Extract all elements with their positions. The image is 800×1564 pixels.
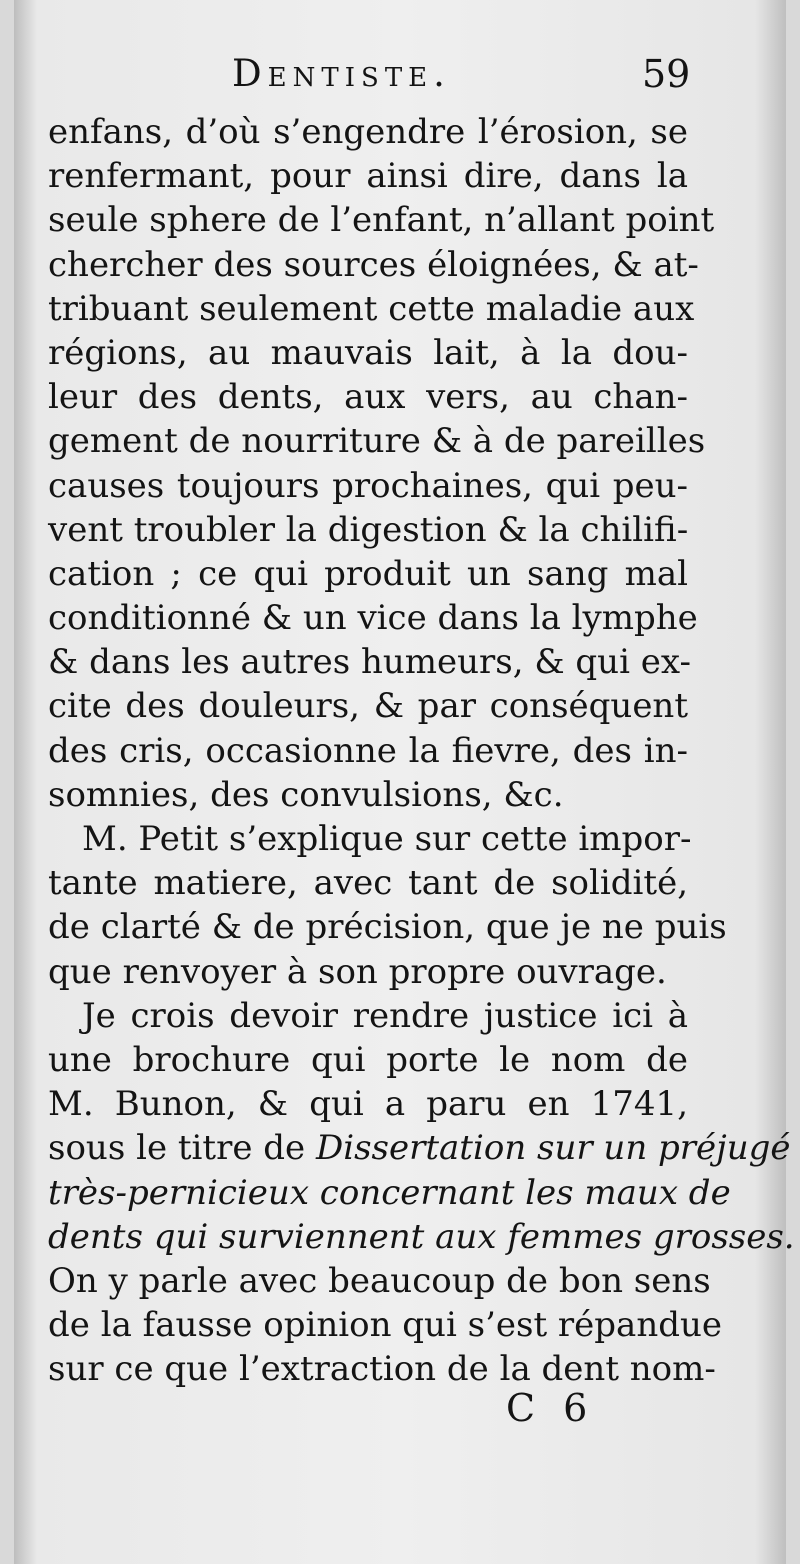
- book-page: [14, 0, 795, 1564]
- text-line: enfans, d’où s’engendre l’érosion, se: [48, 112, 688, 152]
- text-line-italic: très-pernicieux concernant les maux de: [48, 1172, 731, 1213]
- text-line: conditionné & un vice dans la lymphe: [48, 598, 698, 639]
- text-line: renfermant, pour ainsi dire, dans la: [48, 156, 688, 197]
- text-line: cation ; ce qui produit un sang mal: [48, 553, 688, 594]
- text-line: cite des douleurs, & par conséquent: [48, 686, 688, 727]
- text-line: que renvoyer à son propre ouvrage.: [48, 951, 667, 992]
- text-line-mixed: [48, 1126, 791, 1170]
- text-line: une brochure qui porte le nom de: [48, 1039, 688, 1080]
- text-line: régions, au mauvais lait, à la dou-: [48, 332, 688, 373]
- text-line: On y parle avec beaucoup de bon sens: [48, 1260, 711, 1301]
- text-line: M. Bunon, & qui a paru en 1741,: [48, 1084, 688, 1125]
- page-number: 59: [642, 52, 691, 96]
- running-title: Dentiste.: [232, 52, 451, 95]
- text-roman: sous le titre de: [48, 1128, 306, 1169]
- text-line: de la fausse opinion qui s’est répandue: [48, 1305, 723, 1346]
- text-line: de clarté & de précision, que je ne puis: [48, 907, 727, 948]
- text-line: Je crois devoir rendre justice ici à: [82, 995, 688, 1036]
- text-line: chercher des sources éloignées, & at-: [48, 244, 699, 285]
- text-line: sur ce que l’extraction de la dent nom-: [48, 1349, 716, 1390]
- text-line-italic: dents qui surviennent aux femmes grosses.: [48, 1216, 795, 1257]
- text-line: & dans les autres humeurs, & qui ex-: [48, 642, 691, 683]
- text-line: seule sphere de l’enfant, n’allant point: [48, 200, 715, 241]
- text-line: M. Petit s’explique sur cette impor-: [82, 819, 692, 859]
- text-line: vent troubler la digestion & la chilifi-: [48, 509, 689, 550]
- text-italic: Dissertation sur un préjugé: [315, 1128, 791, 1169]
- text-line: leur des dents, aux vers, au chan-: [48, 377, 688, 418]
- body-text: [48, 110, 795, 1391]
- text-line: somnies, des convulsions, &c.: [48, 774, 564, 815]
- signature-mark: C 6: [506, 1386, 596, 1430]
- text-line: causes toujours prochaines, qui peu-: [48, 465, 688, 506]
- text-line: gement de nourriture & à de pareilles: [48, 421, 706, 462]
- text-line: des cris, occasionne la fievre, des in-: [48, 730, 688, 771]
- running-head: [14, 52, 786, 102]
- text-line: tante matiere, avec tant de solidité,: [48, 863, 688, 904]
- text-line: tribuant seulement cette maladie aux: [48, 288, 695, 329]
